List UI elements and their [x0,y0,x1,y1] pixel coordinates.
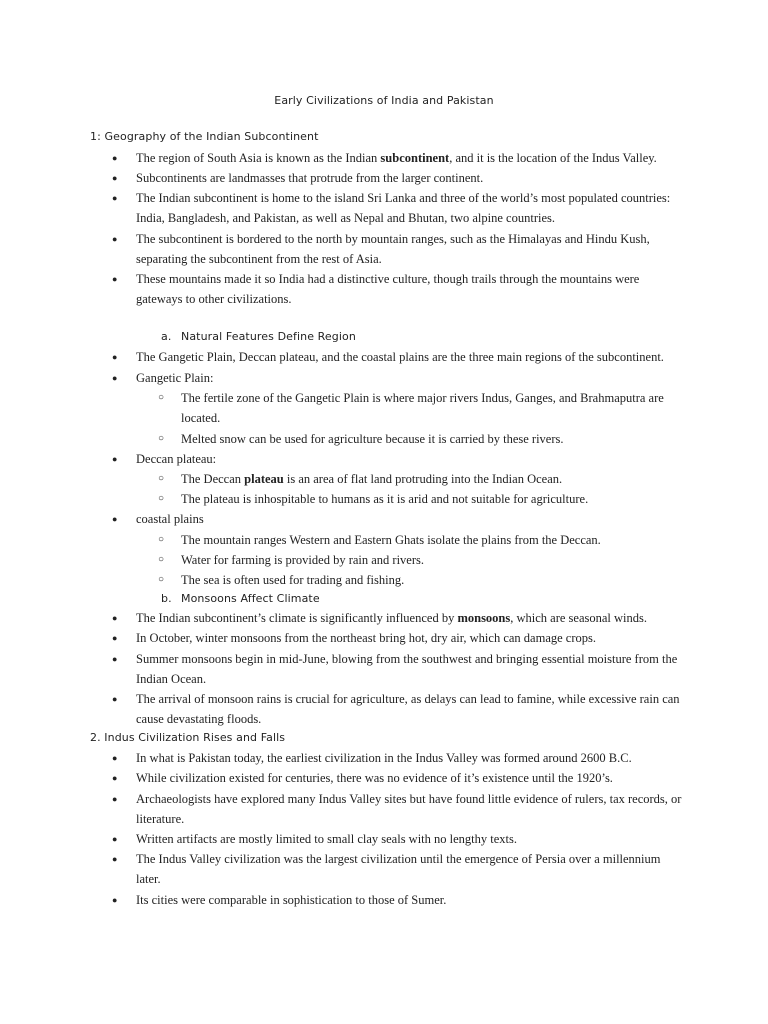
bullet-icon: ● [112,654,118,664]
bullet-icon: ● [112,834,118,844]
circle-bullet-icon: ○ [158,554,165,565]
list-item: ● The Gangetic Plain, Deccan plateau, and the coastal plains are the three main regions of the subcontinent. [136,347,686,367]
list-item: ● Written artifacts are mostly limited to small clay seals with no lengthy texts. [136,829,686,849]
list-item: ● Summer monsoons begin in mid-June, blowing from the southwest and bringing essential moisture from the Indian Ocean. [136,649,686,689]
bullet-icon: ● [112,694,118,704]
list-item: ● In what is Pakistan today, the earliest civilization in the Indus Valley was formed around 2600 B.C. [136,748,686,768]
sub-list-item: ○ The plateau is inhospitable to humans as it is arid and not suitable for agriculture. [181,489,681,509]
bullet-icon: ● [112,173,118,183]
sub-list-item: ○ The mountain ranges Western and Eastern Ghats isolate the plains from the Deccan. [181,530,681,550]
bullet-icon: ● [112,794,118,804]
list-item: ● Subcontinents are landmasses that protrude from the larger continent. [136,168,686,188]
list-item: ● The Indian subcontinent’s climate is significantly influenced by monsoons, which are seasonal winds. [136,608,686,628]
subsection-b-heading: b. Monsoons Affect Climate [161,592,320,605]
bullet-icon: ● [112,773,118,783]
bullet-icon: ● [112,234,118,244]
circle-bullet-icon: ○ [158,574,165,585]
bullet-icon: ● [112,274,118,284]
list-item: ● These mountains made it so India had a distinctive culture, though trails through the mountains were gateways to other civilizations. [136,269,686,309]
list-item: ● coastal plains [136,509,686,529]
list-item: ● In October, winter monsoons from the northeast bring hot, dry air, which can damage crops. [136,628,686,648]
bullet-icon: ● [112,373,118,383]
circle-bullet-icon: ○ [158,433,165,444]
bullet-icon: ● [112,153,118,163]
bullet-icon: ● [112,193,118,203]
list-item: ● The Indus Valley civilization was the largest civilization until the emergence of Persia over a millennium later. [136,849,686,889]
bullet-icon: ● [112,454,118,464]
circle-bullet-icon: ○ [158,493,165,504]
sub-list-item: ○ Water for farming is provided by rain and rivers. [181,550,681,570]
list-item: ● The Indian subcontinent is home to the island Sri Lanka and three of the world’s most populated countries: India, Bangladesh, and Pakistan, as well as Nepal and Bhutan, two alpine countries. [136,188,686,228]
circle-bullet-icon: ○ [158,534,165,545]
section-2-heading: 2. Indus Civilization Rises and Falls [90,731,286,744]
circle-bullet-icon: ○ [158,392,165,403]
bullet-icon: ● [112,514,118,524]
list-item: ● While civilization existed for centuries, there was no evidence of it’s existence until the 1920’s. [136,768,686,788]
list-item: ● Its cities were comparable in sophistication to those of Sumer. [136,890,686,910]
bullet-icon: ● [112,613,118,623]
list-item: ● The subcontinent is bordered to the north by mountain ranges, such as the Himalayas and Hindu Kush, separating the subcontinent from the rest of Asia. [136,229,686,269]
list-item: ● Archaeologists have explored many Indus Valley sites but have found little evidence of rulers, tax records, or literature. [136,789,686,829]
bullet-icon: ● [112,854,118,864]
sub-list-item: ○ The sea is often used for trading and fishing. [181,570,681,590]
subsection-a-heading: a. Natural Features Define Region [161,330,356,343]
sub-list-item: ○ The fertile zone of the Gangetic Plain is where major rivers Indus, Ganges, and Brahmaputra are located. [181,388,681,428]
list-item: ● Deccan plateau: [136,449,686,469]
bullet-icon: ● [112,633,118,643]
bullet-icon: ● [112,352,118,362]
list-item: ● Gangetic Plain: [136,368,686,388]
list-item: ● The arrival of monsoon rains is crucial for agriculture, as delays can lead to famine, while excessive rain can cause devastating floods. [136,689,686,729]
bullet-icon: ● [112,895,118,905]
sub-list-item: ○ The Deccan plateau is an area of flat land protruding into the Indian Ocean. [181,469,681,489]
document-title: Early Civilizations of India and Pakistan [274,94,494,107]
list-item: ● The region of South Asia is known as the Indian subcontinent, and it is the location of the Indus Valley. [136,148,686,168]
circle-bullet-icon: ○ [158,473,165,484]
section-1-heading: 1: Geography of the Indian Subcontinent [90,130,319,143]
sub-list-item: ○ Melted snow can be used for agriculture because it is carried by these rivers. [181,429,681,449]
bullet-icon: ● [112,753,118,763]
